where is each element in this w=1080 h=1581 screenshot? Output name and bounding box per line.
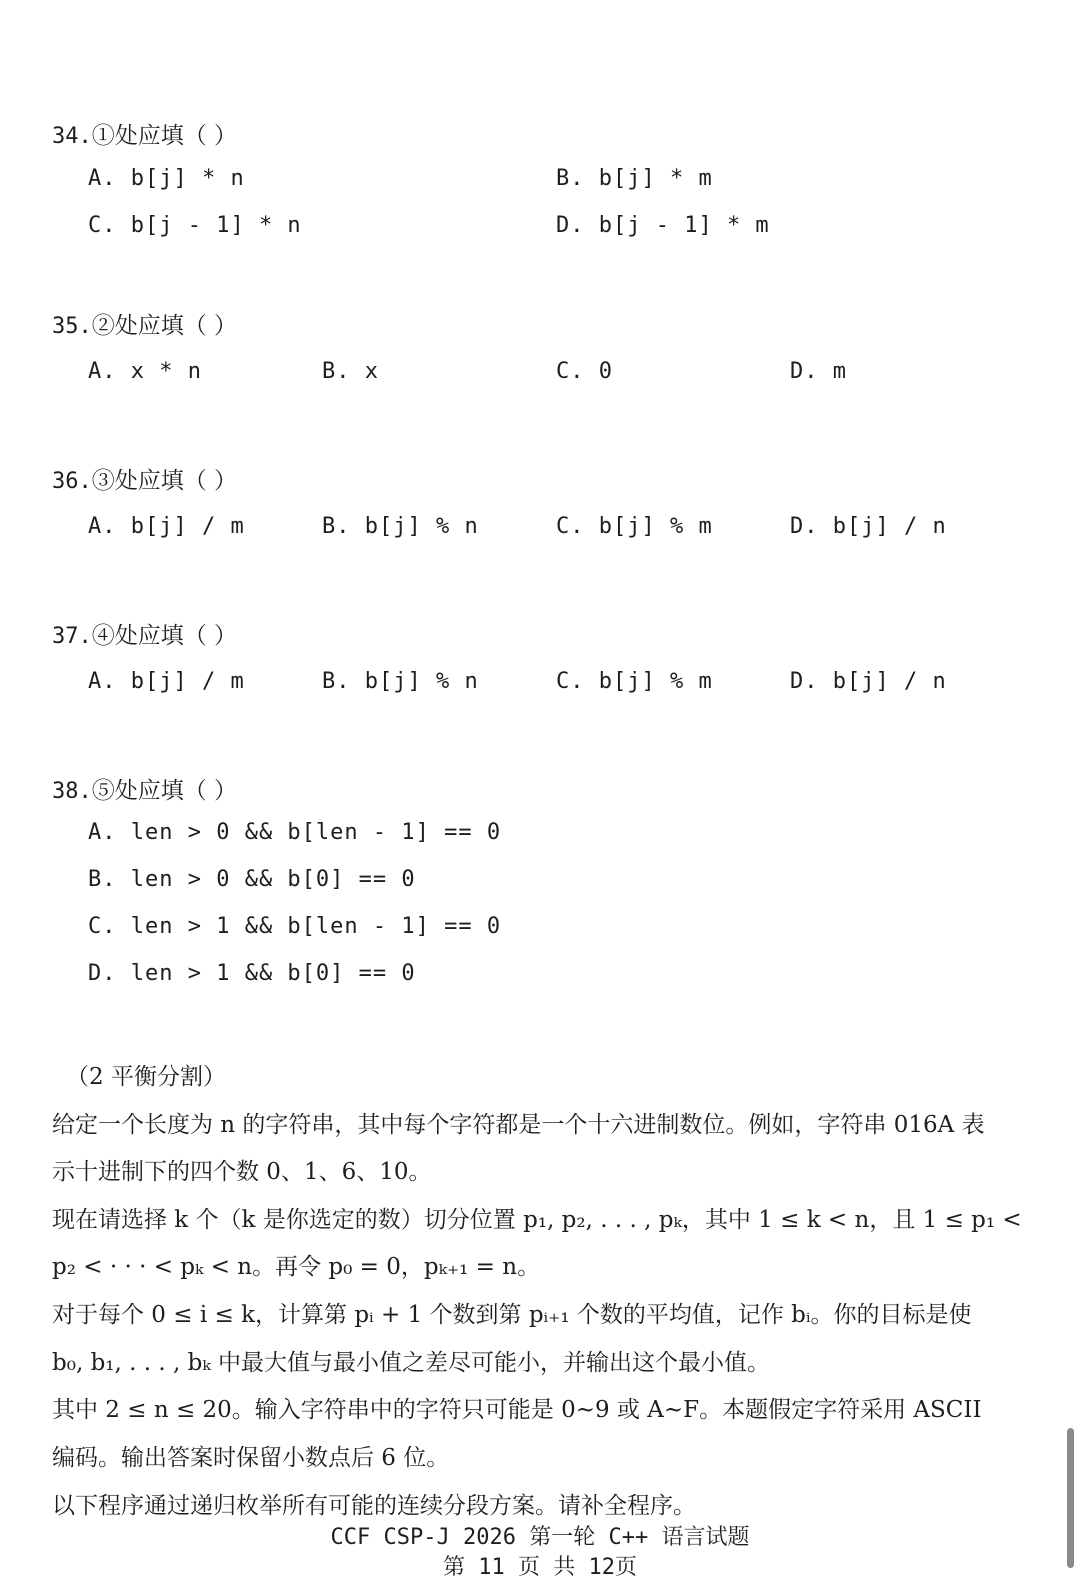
section-title: （2 平衡分割） — [66, 1064, 226, 1090]
question-number: 37. — [52, 624, 92, 649]
question-35-stem — [52, 307, 237, 340]
question-stem-text: ①处应填（ ） — [91, 123, 238, 149]
question-stem-text: ②处应填（ ） — [91, 313, 238, 339]
question-34-stem — [52, 117, 237, 150]
section-line-8: 编码。输出答案时保留小数点后 6 位。 — [52, 1445, 450, 1471]
q38-option-b: B. len > 0 && b[0] == 0 — [88, 867, 416, 892]
q34-option-c: C. b[j - 1] * n — [88, 213, 302, 238]
section-line-7: 其中 2 ≤ n ≤ 20。输入字符串中的字符只可能是 0~9 或 A~F。本题假定字符采用 ASCII — [52, 1397, 982, 1423]
section-line-1: 给定一个长度为 n 的字符串，其中每个字符都是一个十六进制数位。例如，字符串 016A 表 — [52, 1112, 985, 1138]
q38-option-a: A. len > 0 && b[len - 1] == 0 — [88, 820, 502, 845]
q36-option-b: B. b[j] % n — [322, 514, 479, 539]
q37-option-c: C. b[j] % m — [556, 669, 713, 694]
question-stem-text: ⑤处应填（ ） — [91, 778, 238, 804]
q35-option-c: C. 0 — [556, 359, 613, 384]
question-number: 34. — [52, 124, 92, 149]
section-line-6: b₀, b₁, . . . , bₖ 中最大值与最小值之差尽可能小，并输出这个最小值。 — [52, 1350, 771, 1376]
section-line-2: 示十进制下的四个数 0、1、6、10。 — [52, 1159, 432, 1185]
question-stem-text: ④处应填（ ） — [91, 623, 238, 649]
q38-option-d: D. len > 1 && b[0] == 0 — [88, 961, 416, 986]
section-line-5: 对于每个 0 ≤ i ≤ k，计算第 pᵢ + 1 个数到第 pᵢ₊₁ 个数的平均值，记作 bᵢ。你的目标是使 — [52, 1302, 972, 1328]
question-38-stem — [52, 772, 237, 805]
section-line-4: p₂ < · · · < pₖ < n。再令 p₀ = 0，pₖ₊₁ = n。 — [52, 1254, 541, 1280]
q35-option-a: A. x * n — [88, 359, 202, 384]
q34-option-a: A. b[j] * n — [88, 166, 245, 191]
question-stem-text: ③处应填（ ） — [91, 468, 238, 494]
question-number: 36. — [52, 469, 92, 494]
page-footer-page-number: 第 11 页 共 12页 — [443, 1555, 637, 1580]
q36-option-d: D. b[j] / n — [790, 514, 947, 539]
question-number: 38. — [52, 779, 92, 804]
q34-option-d: D. b[j - 1] * m — [556, 213, 770, 238]
q37-option-a: A. b[j] / m — [88, 669, 245, 694]
page-footer-title: CCF CSP-J 2026 第一轮 C++ 语言试题 — [330, 1525, 750, 1550]
q34-option-b: B. b[j] * m — [556, 166, 713, 191]
section-line-9: 以下程序通过递归枚举所有可能的连续分段方案。请补全程序。 — [52, 1493, 696, 1519]
q35-option-d: D. m — [790, 359, 847, 384]
q35-option-b: B. x — [322, 359, 379, 384]
q37-option-b: B. b[j] % n — [322, 669, 479, 694]
q36-option-a: A. b[j] / m — [88, 514, 245, 539]
question-36-stem — [52, 462, 237, 495]
section-line-3: 现在请选择 k 个（k 是你选定的数）切分位置 p₁, p₂, . . . , pₖ，其中 1 ≤ k < n，且 1 ≤ p₁ < — [52, 1207, 1022, 1233]
q36-option-c: C. b[j] % m — [556, 514, 713, 539]
question-number: 35. — [52, 314, 92, 339]
q37-option-d: D. b[j] / n — [790, 669, 947, 694]
question-37-stem — [52, 617, 237, 650]
q38-option-c: C. len > 1 && b[len - 1] == 0 — [88, 914, 502, 939]
scrollbar-thumb[interactable] — [1067, 1428, 1074, 1568]
